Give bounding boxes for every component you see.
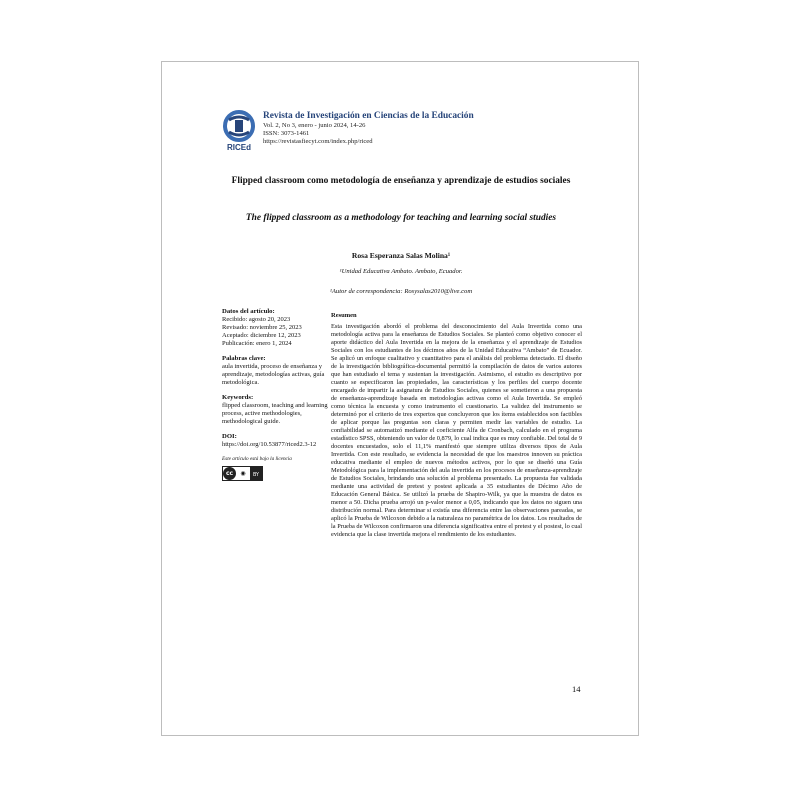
keywords-es-heading: Palabras clave: [222, 355, 266, 362]
document-page [161, 61, 639, 736]
author-affiliation: ¹Unidad Educativa Ambato. Ambato, Ecuador. [339, 268, 463, 275]
abstract-heading: Resumen [331, 312, 357, 319]
journal-volume: Vol. 2, No 3, enero - junio 2024, 14-26 [263, 122, 366, 129]
abstract-text: Esta investigación abordó el problema del desconocimiento del Aula Invertida como una metodología activa para la enseñanza de Estudios Sociales. Se planteó como objetivo conocer el aporte didáctico del Aula Invertida en la mejora de la enseñanza y el aprendizaje de Estudios Sociales con los estudiantes de los décimos años de la Unidad Educativa “Ambato” de Ecuador. Se aplicó un enfoque cualitativo y cuantitativo para el análisis del problema detectado. El diseño de la investigación bibliográfica-documental permitió la compilación de datos de varios autores que han estudiado el tema y sustentan la investigación. Asimismo, el estudio es descriptivo por cuanto se especificaron las propiedades, las características y los perfiles del cuerpo docente encargado de impartir la asignatura de Estudios Sociales, quienes se sometieron a una propuesta de enseñanza-aprendizaje basada en metodologías activas como el Aula Invertida. Se empleó como técnica la encuesta y como instrumento el cuestionario. La validez del instrumento se determinó por el criterio de tres expertos que concluyeron que los ítems establecidos son factibles de aplicar porque las preguntas son claras y permiten medir las variables de estudio. La confiabilidad se automatizó mediante el coeficiente Alfa de Cronbach, calculado en el programa estadístico SPSS, obteniendo un valor de 0,879, lo cual indica que es muy confiable. Del total de 9 docentes encuestados, solo el 11,1% manifestó que siempre utiliza diversos tipos de Aula Invertida. Con este resultado, se evidencia la necesidad de que los maestros innoven su práctica educativa mediante el empleo de nuevos métodos activos, por lo que se diseñó una Guía Metodológica para la implementación del aula invertida en los procesos de enseñanza-aprendizaje de Estudios Sociales, brindando una solución al problema presentado. La propuesta fue validada mediante una actividad de pretest y postest aplicada a 35 estudiantes de Décimo Año de Educación General Básica. Se utilizó la prueba de Shapiro-Wilk, ya que la muestra de datos es menor a 50. Dicha prueba arrojó un p-valor menor a 0,05, indicando que los datos no siguen una distribución normal. Para determinar si existía una diferencia entre las observaciones pareadas, se aplicó la Prueba de Wilcoxon debido a la naturaleza no paramétrica de los datos. Los resultados de la Prueba de Wilcoxon confirmaron una diferencia significativa entre el pretest y el postest, lo cual evidencia que la clase invertida mejora el rendimiento de los estudiantes. [331, 323, 582, 538]
license-text: Este artículo está bajo la licencia [222, 456, 292, 462]
cc-by-badge[interactable] [222, 466, 263, 481]
data-heading: Datos del artículo: [222, 308, 275, 315]
author-name: Rosa Esperanza Salas Molina¹ [351, 251, 451, 260]
journal-header [263, 111, 603, 147]
cc-icon: cc [223, 467, 236, 480]
doi-link[interactable]: https://doi.org/10.53877/riced2.3-12 [222, 441, 317, 448]
article-english-title: The flipped classroom as a methodology for teaching and learning social studies [245, 213, 557, 223]
journal-url[interactable]: https://revistasfiecyt.com/index.php/riced [263, 138, 373, 146]
article-info-sidebar [222, 308, 330, 481]
correspondence: ¹Autor de correspondencia: Rosysalas2010@live.com [329, 288, 473, 295]
journal-title: Revista de Investigación en Ciencias de la Educación [263, 111, 474, 121]
page-number: 14 [572, 684, 581, 694]
by-label: BY [250, 467, 262, 480]
received-date: Recibido: agosto 20, 2023 [222, 316, 291, 323]
attribution-icon: ◉ [240, 469, 246, 477]
keywords-en-heading: Keywords: [222, 394, 254, 401]
keywords-en: flipped classroom, teaching and learning process, active methodologies, methodological guide. [222, 402, 328, 425]
journal-logo [221, 110, 257, 154]
logo-text: RICEd [227, 143, 251, 152]
keywords-es: aula invertida, proceso de enseñanza y aprendizaje, metodologías activas, guía metodológica. [222, 363, 325, 386]
published-date: Publicación: enero 1, 2024 [222, 340, 292, 347]
revised-date: Revisado: noviembre 25, 2023 [222, 324, 302, 331]
doi-heading: DOI: [222, 433, 237, 440]
article-title: Flipped classroom como metodología de enseñanza y aprendizaje de estudios sociales [231, 176, 571, 186]
journal-issn: ISSN: 3073-1461 [263, 130, 310, 138]
abstract-section [331, 312, 582, 539]
accepted-date: Aceptado: diciembre 12, 2023 [222, 332, 301, 339]
